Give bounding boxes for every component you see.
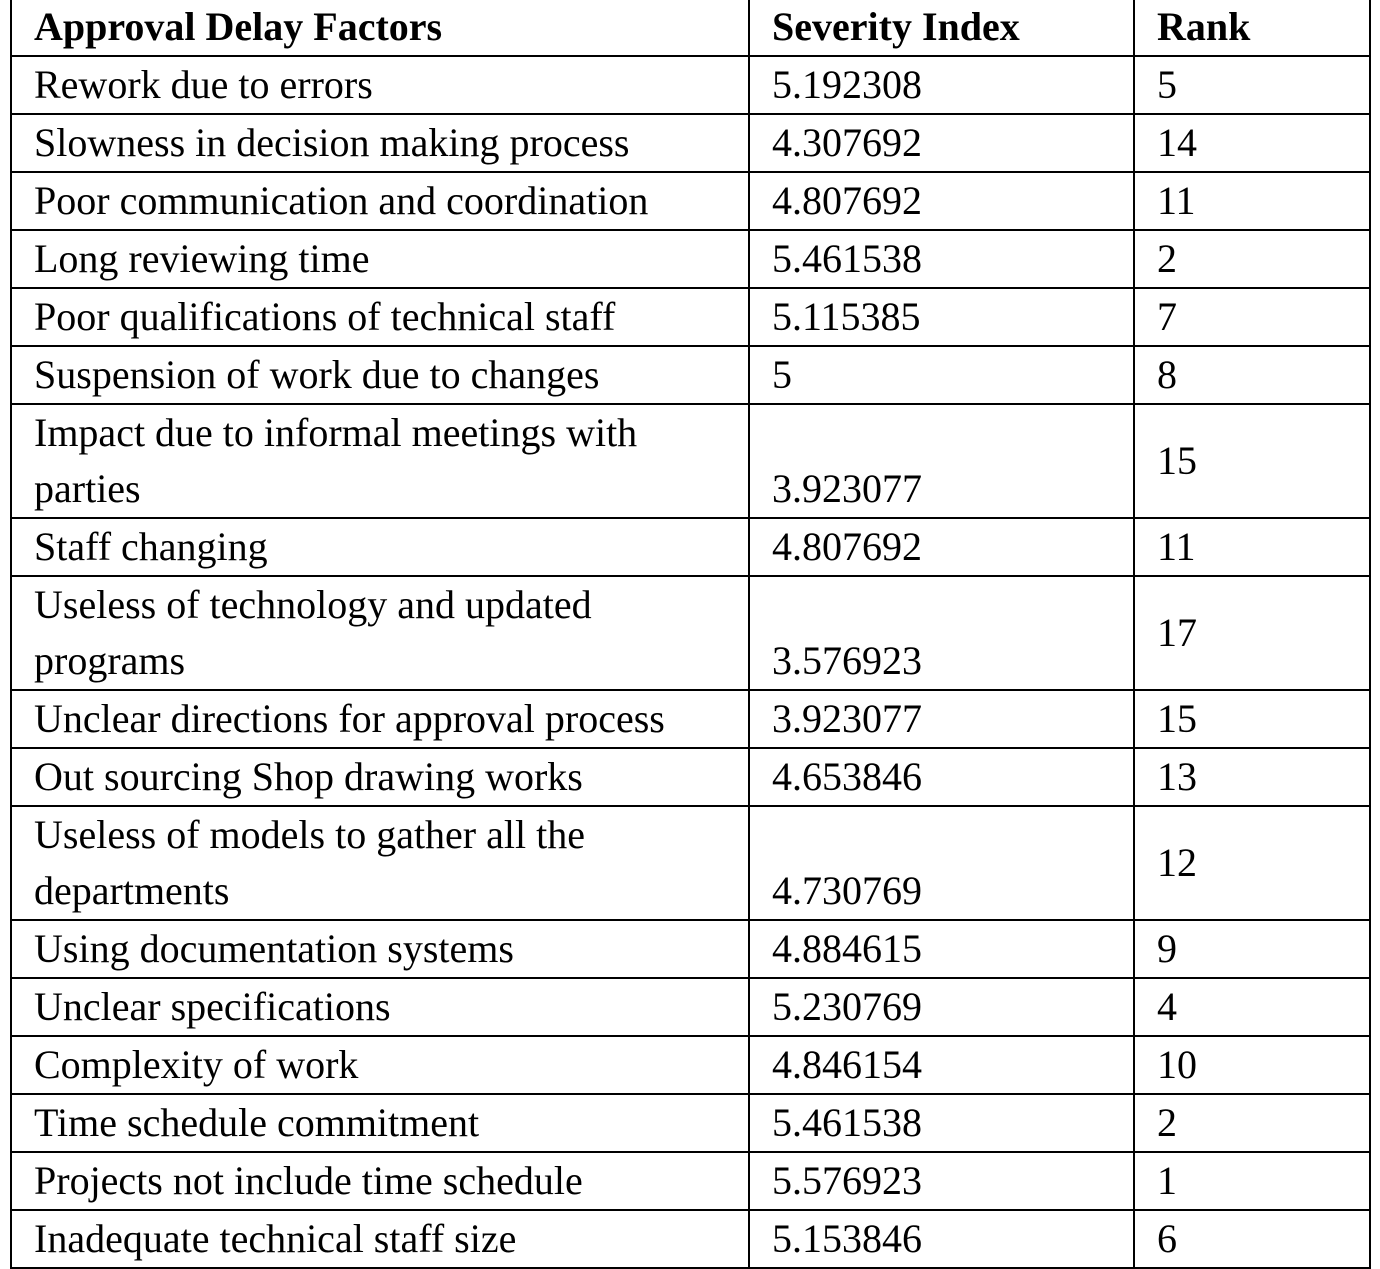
severity-cell: 4.307692 — [749, 114, 1134, 172]
severity-cell: 5.461538 — [749, 1094, 1134, 1152]
table-row — [11, 404, 1370, 518]
table-row — [11, 690, 1370, 748]
table-row — [11, 978, 1370, 1036]
severity-cell: 4.884615 — [749, 920, 1134, 978]
rank-cell: 15 — [1134, 690, 1370, 748]
header-rank: Rank — [1134, 0, 1370, 56]
approval-delay-table — [10, 0, 1371, 1269]
table-row — [11, 1036, 1370, 1094]
table-row — [11, 56, 1370, 114]
rank-cell: 10 — [1134, 1036, 1370, 1094]
factor-cell: Staff changing — [11, 518, 749, 576]
table-row — [11, 172, 1370, 230]
table-row — [11, 518, 1370, 576]
header-factor: Approval Delay Factors — [11, 0, 749, 56]
factor-cell: Out sourcing Shop drawing works — [11, 748, 749, 806]
factor-cell: Useless of technology and updated programs — [11, 576, 749, 690]
table-row — [11, 230, 1370, 288]
rank-cell: 14 — [1134, 114, 1370, 172]
severity-cell: 4.730769 — [749, 806, 1134, 920]
factor-cell: Impact due to informal meetings with parties — [11, 404, 749, 518]
table-row — [11, 346, 1370, 404]
rank-cell: 9 — [1134, 920, 1370, 978]
rank-cell: 15 — [1134, 404, 1370, 518]
rank-cell: 17 — [1134, 576, 1370, 690]
header-severity-index: Severity Index — [749, 0, 1134, 56]
severity-cell: 4.807692 — [749, 172, 1134, 230]
factor-cell: Unclear directions for approval process — [11, 690, 749, 748]
table-row — [11, 288, 1370, 346]
severity-cell: 4.653846 — [749, 748, 1134, 806]
factor-cell: Slowness in decision making process — [11, 114, 749, 172]
factor-cell: Poor communication and coordination — [11, 172, 749, 230]
rank-cell: 7 — [1134, 288, 1370, 346]
factor-cell: Long reviewing time — [11, 230, 749, 288]
factor-cell: Useless of models to gather all the departments — [11, 806, 749, 920]
rank-cell: 11 — [1134, 518, 1370, 576]
table-row — [11, 1152, 1370, 1210]
severity-cell: 5.153846 — [749, 1210, 1134, 1268]
rank-cell: 2 — [1134, 230, 1370, 288]
factor-cell: Projects not include time schedule — [11, 1152, 749, 1210]
factor-cell: Rework due to errors — [11, 56, 749, 114]
table-row — [11, 1094, 1370, 1152]
rank-cell: 8 — [1134, 346, 1370, 404]
severity-cell: 5.230769 — [749, 978, 1134, 1036]
rank-cell: 4 — [1134, 978, 1370, 1036]
severity-cell: 4.846154 — [749, 1036, 1134, 1094]
table-row — [11, 1210, 1370, 1268]
table-row — [11, 920, 1370, 978]
severity-cell: 5.576923 — [749, 1152, 1134, 1210]
severity-cell: 4.807692 — [749, 518, 1134, 576]
rank-cell: 1 — [1134, 1152, 1370, 1210]
rank-cell: 13 — [1134, 748, 1370, 806]
severity-cell: 3.923077 — [749, 690, 1134, 748]
factor-cell: Poor qualifications of technical staff — [11, 288, 749, 346]
severity-cell: 5.461538 — [749, 230, 1134, 288]
table-row — [11, 748, 1370, 806]
factor-cell: Unclear specifications — [11, 978, 749, 1036]
table-row — [11, 114, 1370, 172]
table-header-row — [11, 0, 1370, 56]
factor-cell: Inadequate technical staff size — [11, 1210, 749, 1268]
rank-cell: 11 — [1134, 172, 1370, 230]
factor-cell: Time schedule commitment — [11, 1094, 749, 1152]
rank-cell: 6 — [1134, 1210, 1370, 1268]
factor-cell: Complexity of work — [11, 1036, 749, 1094]
severity-cell: 3.923077 — [749, 404, 1134, 518]
table-row — [11, 806, 1370, 920]
factor-cell: Using documentation systems — [11, 920, 749, 978]
table-row — [11, 576, 1370, 690]
factor-cell: Suspension of work due to changes — [11, 346, 749, 404]
severity-cell: 5.192308 — [749, 56, 1134, 114]
severity-cell: 5 — [749, 346, 1134, 404]
severity-cell: 3.576923 — [749, 576, 1134, 690]
rank-cell: 5 — [1134, 56, 1370, 114]
rank-cell: 12 — [1134, 806, 1370, 920]
severity-cell: 5.115385 — [749, 288, 1134, 346]
rank-cell: 2 — [1134, 1094, 1370, 1152]
